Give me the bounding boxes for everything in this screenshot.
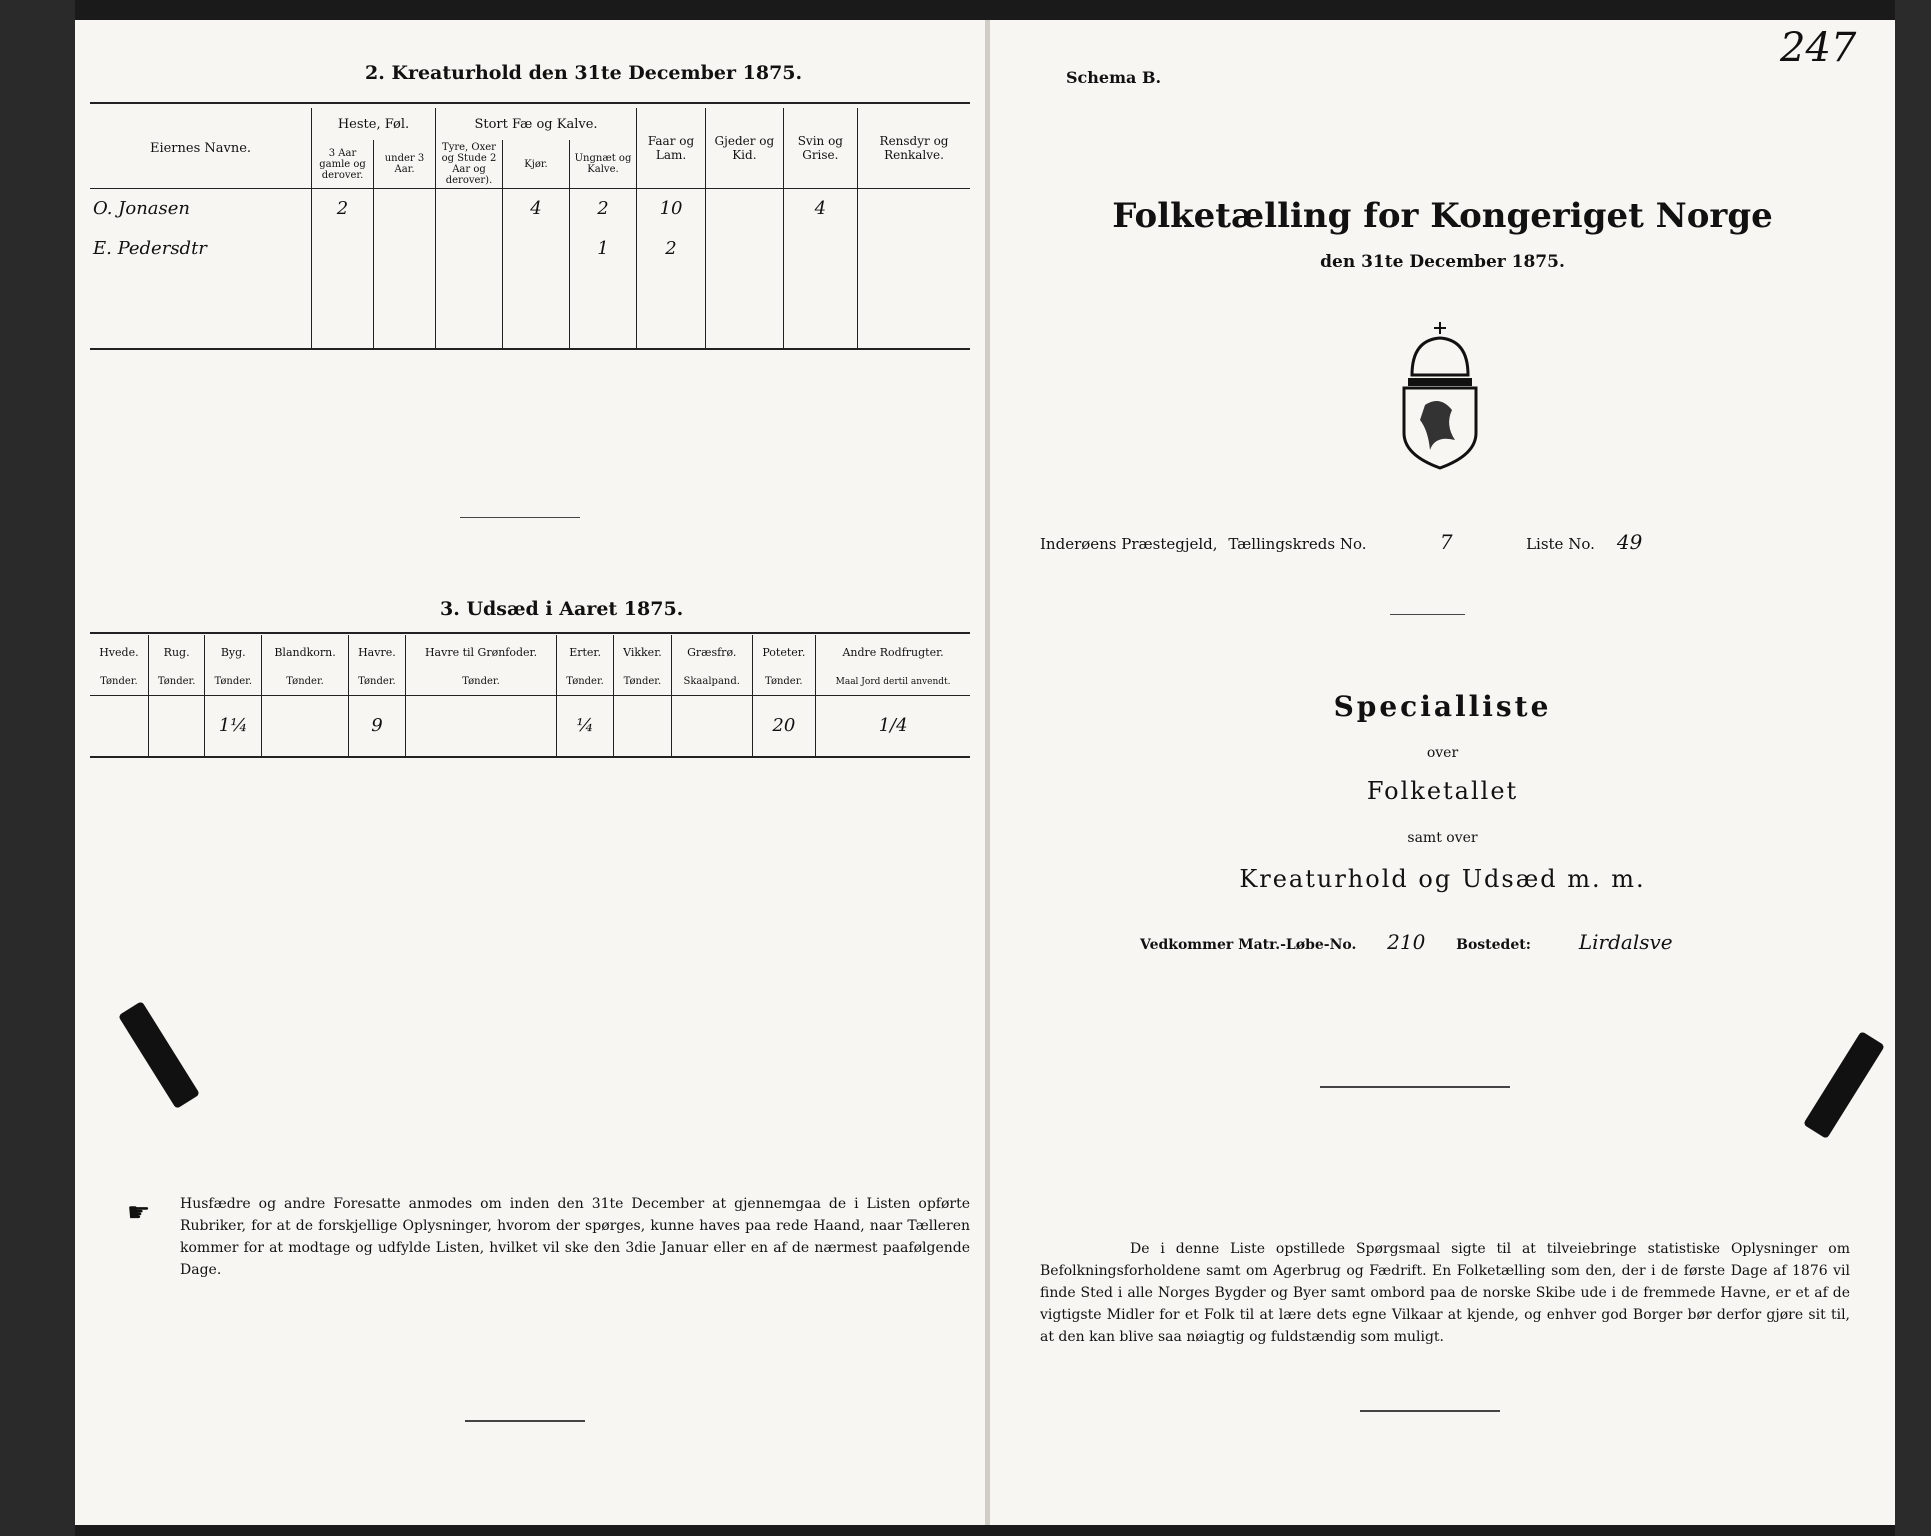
cattle-c-header: Ungnæt og Kalve.: [570, 140, 637, 189]
page-clip: [1803, 1031, 1885, 1139]
seed-unit: Tønder.: [90, 669, 148, 695]
cell: [436, 229, 503, 269]
goats-header: Gjeder og Kid.: [706, 108, 784, 189]
explanatory-paragraph: De i denne Liste opstillede Spørgsmaal sigte til at tilveiebringe statistiske Oplysninger om Befolkningsforholdene samt om Agerbrug og Fædrift. En Folketælling som den, der i de første Dage af 1876 vil finde Sted i alle Norges Bygder og Byer samt ombord paa de norske Skibe ude i de fremmede Havne, er et af de vigtigste Midler for et Folk til at lære dets egne Vilkaar at kjende, og enhver god Borger bør derfor gjøre sit til, at den kan blive saa nøiagtig og fuldstændig som muligt.: [1040, 1241, 1850, 1345]
seed-header: Græsfrø.: [671, 635, 752, 669]
seed-top-rule: [90, 632, 970, 634]
kreaturhold-heading: Kreaturhold og Udsæd m. m.: [1239, 865, 1646, 893]
seed-value: ¼: [557, 695, 614, 757]
separator: [1390, 614, 1465, 615]
seed-unit: Tønder.: [205, 669, 262, 695]
seed-unit: Skaalpand.: [671, 669, 752, 695]
seed-header: Andre Rodfrugter.: [816, 635, 970, 669]
cell: 1: [570, 229, 637, 269]
cell: [858, 189, 970, 229]
cell: [783, 229, 857, 269]
district-label: Tællingskreds No.: [1228, 535, 1367, 553]
owner-name: O. Jonasen: [90, 189, 312, 229]
table-row: [90, 269, 970, 309]
cell: [858, 229, 970, 269]
cell: 2: [312, 189, 374, 229]
seed-value: 9: [349, 695, 406, 757]
bottom-separator: [1360, 1410, 1500, 1412]
schema-label: Schema B.: [1066, 68, 1162, 87]
seed-unit: Tønder.: [405, 669, 556, 695]
reindeer-header: Rensdyr og Renkalve.: [858, 108, 970, 189]
separator: [460, 517, 580, 518]
livestock-table: [90, 108, 970, 350]
left-page: [75, 20, 990, 1525]
seed-unit: Tønder.: [349, 669, 406, 695]
book-spine-left: [0, 0, 75, 1536]
seed-unit: Tønder.: [148, 669, 205, 695]
livestock-header-group: [90, 108, 970, 140]
sheep-header: Faar og Lam.: [637, 108, 706, 189]
bosted-label: Bostedet:: [1456, 937, 1531, 953]
horse-group-header: Heste, Føl.: [312, 108, 436, 140]
cell: [374, 229, 436, 269]
coat-of-arms-icon: [1390, 320, 1490, 470]
cell: 2: [637, 229, 706, 269]
section2-title: 2. Kreaturhold den 31te December 1875.: [365, 62, 803, 84]
pigs-header: Svin og Grise.: [783, 108, 857, 189]
cattle-a-header: Tyre, Oxer og Stude 2 Aar og derover).: [436, 140, 503, 189]
district-number: 7: [1439, 530, 1453, 554]
seed-unit: Tønder.: [557, 669, 614, 695]
folketallet-heading: Folketallet: [1366, 777, 1519, 805]
parish-name: Inderøens Præstegjeld,: [1040, 535, 1218, 553]
horse-a-header: 3 Aar gamle og derover.: [312, 140, 374, 189]
seed-value: 20: [752, 695, 816, 757]
owner-name: [90, 309, 312, 349]
seed-header-row: [90, 635, 970, 669]
cell: [312, 229, 374, 269]
separator: [1320, 1086, 1510, 1088]
seed-header: Byg.: [205, 635, 262, 669]
seed-value: [148, 695, 205, 757]
table-row: [90, 229, 970, 269]
samt-over-text: samt over: [1407, 830, 1478, 846]
cell: 4: [783, 189, 857, 229]
top-rule: [90, 102, 970, 104]
seed-header: Havre til Grønfoder.: [405, 635, 556, 669]
main-title: Folketælling for Kongeriget Norge: [1112, 196, 1773, 236]
cattle-b-header: Kjør.: [503, 140, 570, 189]
seed-header: Vikker.: [613, 635, 671, 669]
cell: 2: [570, 189, 637, 229]
bosted-value: Lirdalsve: [1578, 930, 1673, 954]
cell: 10: [637, 189, 706, 229]
list-label: Liste No.: [1526, 535, 1595, 553]
over-text: over: [1426, 745, 1459, 761]
owner-name: E. Pedersdtr: [90, 229, 312, 269]
seed-value: [262, 695, 349, 757]
notice-text: Husfædre og andre Foresatte anmodes om inden den 31te December at gjennemgaa de i Listen opførte Rubriker, for at de forskjellige Oplysninger, hvorom der spørges, kunne haves paa rede Haand, naar Tælleren kommer for at modtage og udfylde Listen, hvilket vil ske den 3die Januar eller en af de nærmest paafølgende Dage.: [180, 1196, 970, 1278]
seed-value: [405, 695, 556, 757]
cell: [503, 229, 570, 269]
census-date: den 31te December 1875.: [1320, 252, 1565, 272]
seed-value: [90, 695, 148, 757]
cell: [706, 189, 784, 229]
right-page: [990, 20, 1895, 1525]
horse-b-header: under 3 Aar.: [374, 140, 436, 189]
owner-name: [90, 269, 312, 309]
seed-value-row: [90, 695, 970, 757]
table-row: [90, 309, 970, 349]
table-row: [90, 189, 970, 229]
cattle-group-header: Stort Fæ og Kalve.: [436, 108, 637, 140]
seed-header: Hvede.: [90, 635, 148, 669]
pointing-hand-icon: ☛: [127, 1198, 151, 1228]
seed-unit-row: [90, 669, 970, 695]
page-clip: [118, 1001, 200, 1109]
seed-value: [613, 695, 671, 757]
cell: 4: [503, 189, 570, 229]
cell: [706, 229, 784, 269]
owner-header: Eiernes Navne.: [90, 108, 312, 189]
seed-unit: Tønder.: [613, 669, 671, 695]
seed-unit: Maal Jord dertil anvendt.: [816, 669, 970, 695]
seed-header: Erter.: [557, 635, 614, 669]
seed-unit: Tønder.: [752, 669, 816, 695]
seed-header: Poteter.: [752, 635, 816, 669]
seed-unit: Tønder.: [262, 669, 349, 695]
matr-number: 210: [1387, 930, 1426, 954]
matr-label: Vedkommer Matr.-Løbe-No.: [1140, 937, 1357, 953]
specialliste-heading: Specialliste: [1333, 690, 1552, 723]
seed-value: [671, 695, 752, 757]
matr-line: [1140, 930, 1716, 954]
district-line: [1040, 530, 1660, 554]
seed-value: 1/4: [816, 695, 970, 757]
cell: [374, 189, 436, 229]
seed-value: 1¼: [205, 695, 262, 757]
cell: [436, 189, 503, 229]
section3-title: 3. Udsæd i Aaret 1875.: [440, 598, 684, 620]
seed-header: Havre.: [349, 635, 406, 669]
seed-header: Blandkorn.: [262, 635, 349, 669]
seed-table: [90, 635, 970, 758]
bottom-separator: [465, 1420, 585, 1422]
seed-header: Rug.: [148, 635, 205, 669]
book-edge-right: [1895, 0, 1931, 1536]
list-number: 49: [1616, 530, 1643, 554]
page-number: 247: [1780, 25, 1857, 71]
